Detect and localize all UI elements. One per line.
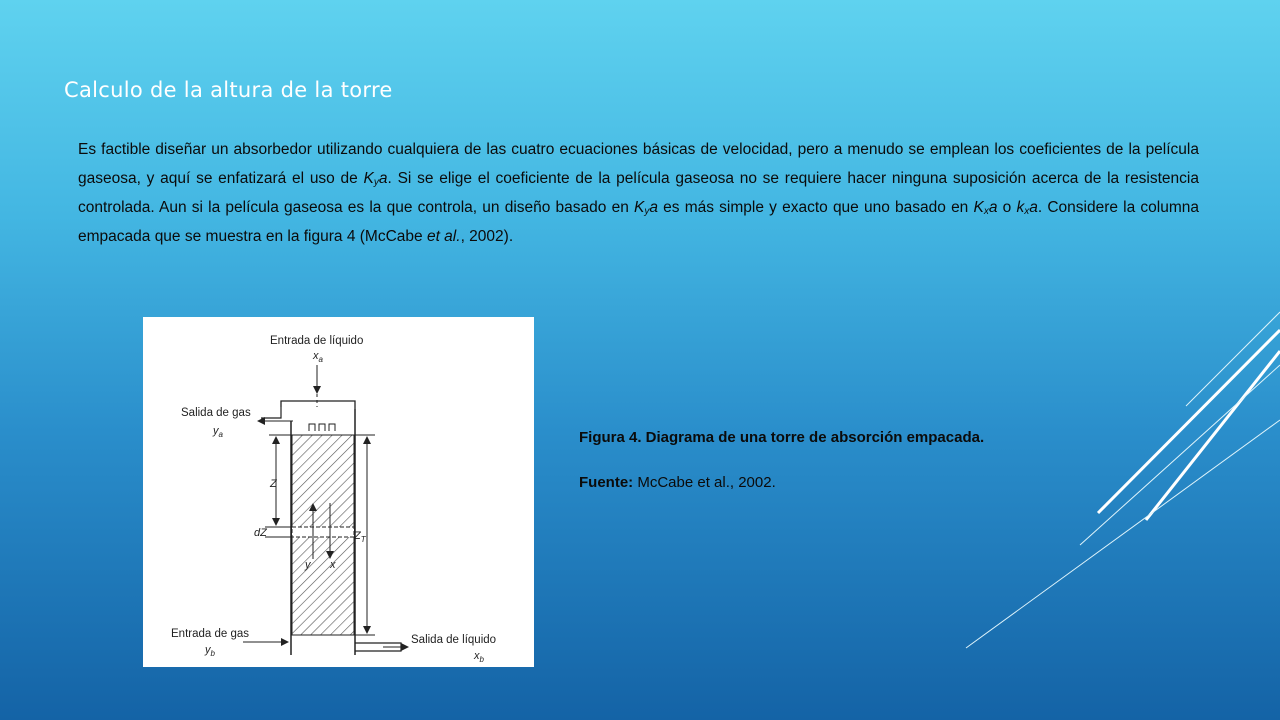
tower-diagram xyxy=(143,317,534,667)
paragraph-segment: y xyxy=(644,206,650,217)
paragraph-segment: Es factible diseñar un absorbedor utilizando cualquiera de las cuatro ecuaciones básicas de velocidad, pero a menudo se emplean los coeficientes de la película gaseosa, y aquí se enfatizará el uso de xyxy=(78,141,1199,187)
distributor xyxy=(309,424,335,431)
gas-out-var: $y_a$ xyxy=(213,425,223,439)
zt-label: $Z_T$ xyxy=(354,530,366,544)
x-flow-label: x xyxy=(330,559,336,571)
paragraph-segment: . Si se elige el coeficiente de la película gaseosa no se requiere hacer ninguna suposición acerca de la resistencia controlada. Aun si la película gaseosa es la que controla, un diseño basado en xyxy=(78,170,1199,216)
tower-top-cap xyxy=(281,401,355,409)
source-label: Fuente: xyxy=(579,474,634,491)
gas-in-label: Entrada de gas xyxy=(171,628,250,640)
liquid-in-var: $x_a$ xyxy=(313,350,323,364)
paragraph-segment: k xyxy=(1016,199,1025,216)
deco-line-4 xyxy=(1080,365,1280,545)
y-flow-label: y xyxy=(305,559,311,571)
paragraph-segment: . Considere la columna empacada que se muestra en la figura 4 (McCabe xyxy=(78,199,1200,245)
source-text: McCabe et al., 2002. xyxy=(633,474,776,491)
dz-slice xyxy=(292,527,354,537)
body-paragraph xyxy=(78,135,1199,251)
paragraph-segment: es más simple y exacto que uno basado en xyxy=(657,199,974,216)
paragraph-segment: x xyxy=(983,206,989,217)
gas-out-pipe xyxy=(261,407,281,418)
paragraph-segment: a xyxy=(649,199,658,216)
z-label: Z xyxy=(270,478,277,490)
figure-caption: Figura 4. Diagrama de una torre de absorción empacada. xyxy=(579,429,985,446)
paragraph-segment: , 2002). xyxy=(460,228,514,245)
paragraph-segment: x xyxy=(1024,206,1030,217)
paragraph-segment: et al. xyxy=(426,228,461,245)
deco-line-3 xyxy=(1186,312,1280,406)
paragraph-segment: K xyxy=(363,170,374,187)
paragraph-segment: K xyxy=(634,199,645,216)
paragraph-segment: K xyxy=(973,199,984,216)
liquid-out-label: Salida de líquido xyxy=(411,634,497,646)
paragraph-segment: y xyxy=(373,177,379,188)
deco-line-2 xyxy=(1146,351,1280,520)
figure-source xyxy=(579,474,776,491)
paragraph-segment: a xyxy=(378,170,388,187)
slide-title: Calculo de la altura de la torre xyxy=(64,78,393,102)
gas-out-label: Salida de gas xyxy=(181,407,251,419)
dz-label: dZ xyxy=(254,527,267,539)
paragraph-segment: a xyxy=(988,199,998,216)
paragraph-segment: o xyxy=(997,199,1017,216)
liquid-out-var: $x_b$ xyxy=(474,650,484,664)
paragraph-segment: a xyxy=(1029,199,1038,216)
gas-in-var: $y_b$ xyxy=(205,644,215,658)
deco-line-5 xyxy=(966,420,1280,648)
liquid-in-label: Entrada de líquido xyxy=(270,335,364,347)
